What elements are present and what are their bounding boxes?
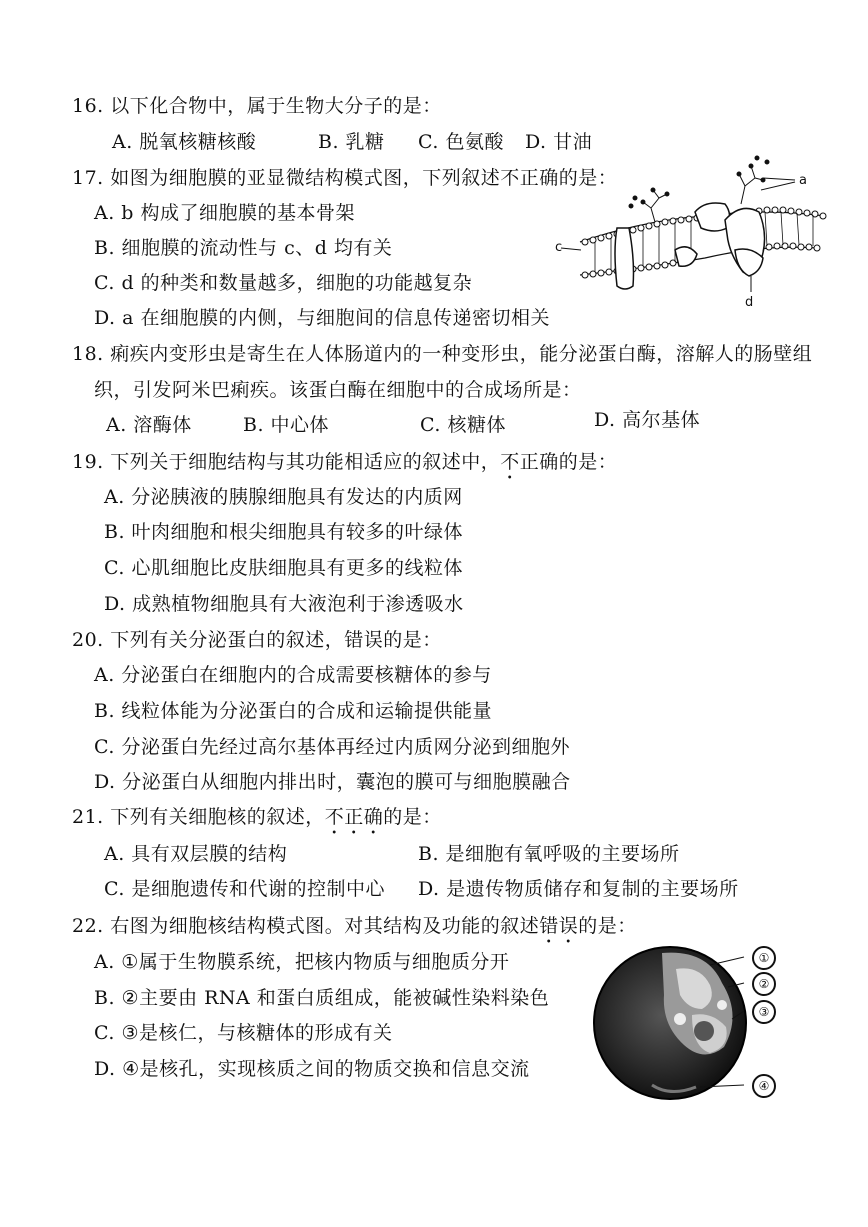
q20-option-a: A. 分泌蛋白在细胞内的合成需要核糖体的参与 (94, 664, 492, 686)
q18-stem-line1: 18. 痢疾内变形虫是寄生在人体肠道内的一种变形虫，能分泌蛋白酶，溶解人的肠壁组 (72, 343, 813, 365)
q22-option-b: B. ②主要由 RNA 和蛋白质组成，能被碱性染料染色 (94, 987, 550, 1009)
q21-stem-pre: 21. 下列有关细胞核的叙述， (72, 806, 325, 828)
q16-option-c: C. 色氨酸 (418, 131, 504, 153)
q19-stem-emph: 不 (500, 451, 520, 473)
q16-option-a: A. 脱氧核糖核酸 (112, 131, 257, 153)
label-4: ④ (752, 1074, 776, 1098)
q22-option-d: D. ④是核孔，实现核质之间的物质交换和信息交流 (94, 1058, 530, 1080)
q19-stem-post: 正确的是： (519, 451, 618, 473)
q18-option-d: D. 高尔基体 (594, 409, 701, 431)
cell-membrane-diagram (555, 150, 835, 310)
q18-option-b: B. 中心体 (243, 414, 330, 436)
nucleus-diagram (592, 935, 762, 1110)
q21-option-b: B. 是细胞有氧呼吸的主要场所 (418, 843, 680, 865)
label-a: a (799, 173, 807, 188)
q21-stem (72, 805, 442, 839)
q22-stem-pre: 22. 右图为细胞核结构模式图。对其结构及功能的叙述 (72, 915, 540, 937)
q19-option-a: A. 分泌胰液的胰腺细胞具有发达的内质网 (104, 486, 463, 508)
q20-option-d: D. 分泌蛋白从细胞内排出时，囊泡的膜可与细胞膜融合 (94, 771, 571, 793)
q22-option-c: C. ③是核仁，与核糖体的形成有关 (94, 1022, 393, 1044)
q19-option-d: D. 成熟植物细胞具有大液泡利于渗透吸水 (104, 593, 464, 615)
q21-option-a: A. 具有双层膜的结构 (104, 843, 288, 865)
q18-stem-line2: 织，引发阿米巴痢疾。该蛋白酶在细胞中的合成场所是： (94, 379, 582, 401)
q20-option-c: C. 分泌蛋白先经过高尔基体再经过内质网分泌到细胞外 (94, 736, 570, 758)
q19-stem-pre: 19. 下列关于细胞结构与其功能相适应的叙述中， (72, 451, 501, 473)
q18-option-c: C. 核糖体 (420, 414, 506, 436)
label-2: ② (752, 972, 776, 996)
q20-stem: 20. 下列有关分泌蛋白的叙述，错误的是： (72, 629, 442, 651)
q22-stem-post: 的是： (578, 915, 637, 937)
label-c: c (555, 240, 563, 255)
q17-option-c: C. d 的种类和数量越多，细胞的功能越复杂 (94, 272, 473, 294)
q16-option-b: B. 乳糖 (318, 131, 385, 153)
q20-option-b: B. 线粒体能为分泌蛋白的合成和运输提供能量 (94, 700, 493, 722)
q16-option-d: D. 甘油 (525, 131, 593, 153)
q17-option-a: A. b 构成了细胞膜的基本骨架 (94, 202, 356, 224)
q16-stem: 16. 以下化合物中，属于生物大分子的是： (72, 95, 442, 117)
q19-option-b: B. 叶肉细胞和根尖细胞具有较多的叶绿体 (104, 521, 464, 543)
q19-option-c: C. 心肌细胞比皮肤细胞具有更多的线粒体 (104, 557, 463, 579)
q18-option-a: A. 溶酶体 (106, 414, 192, 436)
q19-stem (72, 450, 617, 484)
q21-option-d: D. 是遗传物质储存和复制的主要场所 (418, 878, 739, 900)
q17-option-d: D. a 在细胞膜的内侧，与细胞间的信息传递密切相关 (94, 307, 551, 329)
q22-stem (72, 914, 637, 948)
label-1: ① (752, 946, 776, 970)
q21-option-c: C. 是细胞遗传和代谢的控制中心 (104, 878, 385, 900)
q21-stem-post: 的是： (383, 806, 442, 828)
q22-stem-emph: 错误 (539, 915, 579, 937)
q17-option-b: B. 细胞膜的流动性与 c、d 均有关 (94, 237, 393, 259)
q22-option-a: A. ①属于生物膜系统，把核内物质与细胞质分开 (94, 951, 510, 973)
label-3: ③ (752, 1000, 776, 1024)
label-d: d (745, 295, 754, 310)
q21-stem-emph: 不正确 (324, 806, 384, 828)
q17-stem: 17. 如图为细胞膜的亚显微结构模式图，下列叙述不正确的是： (72, 167, 618, 189)
